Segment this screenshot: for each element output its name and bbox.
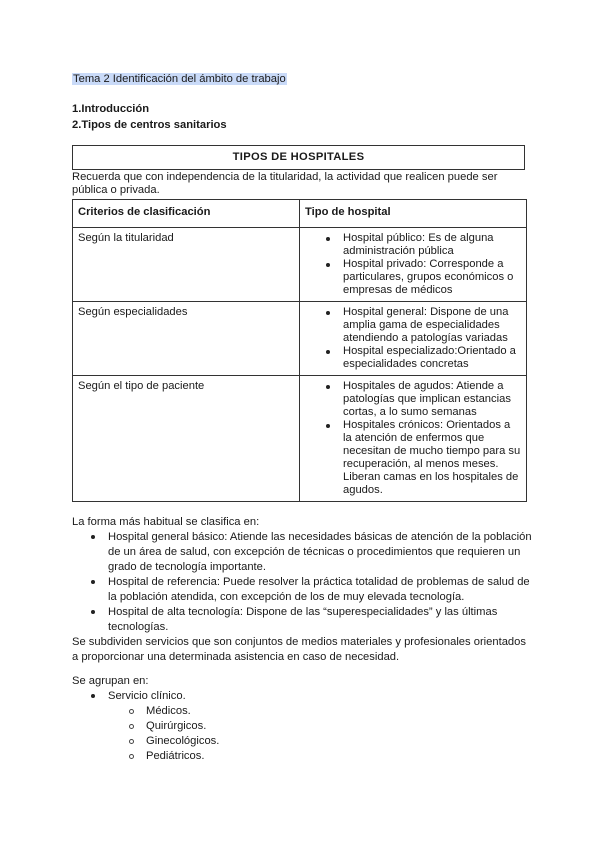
criterion-cell: Según el tipo de paciente: [73, 376, 300, 502]
list-item: Hospital privado: Corresponde a particulares, grupos económicos o empresas de médicos: [343, 258, 521, 297]
list-item: Hospitales crónicos: Orientados a la atención de enfermos que necesitan de mucho tiempo para su recuperación, al menos meses. Liberan camas en los hospitales de agudos.: [343, 419, 521, 496]
intro-paragraph: Recuerda que con independencia de la titularidad, la actividad que realicen puede ser pública o privada.: [72, 171, 498, 196]
list-item: Hospital público: Es de alguna administración pública: [343, 232, 521, 258]
types-list: [305, 232, 521, 297]
sub-list-item: Pediátricos.: [146, 749, 219, 764]
groups-list: [72, 689, 219, 704]
list-item: Hospital de alta tecnología: Dispone de las “superespecialidades” y las últimas tecnologías.: [108, 605, 532, 635]
classification-list: [72, 530, 532, 635]
types-list: [305, 306, 521, 371]
header-criteria: Criterios de clasificación: [73, 200, 300, 228]
types-cell: [300, 302, 527, 376]
table-row: [73, 302, 527, 376]
section-title-box: TIPOS DE HOSPITALES: [72, 145, 525, 170]
document-title: [72, 72, 287, 86]
outline-item-2: 2.Tipos de centros sanitarios: [72, 119, 227, 131]
list-item: Hospital especializado:Orientado a especialidades concretas: [343, 345, 521, 371]
title-highlight[interactable]: Tema 2 Identificación del ámbito de trabajo: [73, 73, 286, 85]
subdivision-paragraph: Se subdividen servicios que son conjuntos de medios materiales y profesionales orientados a proporcionar una determinada asistencia en caso de necesidad.: [72, 636, 526, 663]
outline-item-1: 1.Introducción: [72, 103, 150, 115]
types-cell: [300, 228, 527, 302]
subgroups-list: [108, 704, 219, 764]
list-item: Hospitales de agudos: Atiende a patologías que implican estancias cortas, a lo sumo semanas: [343, 380, 521, 419]
hospital-types-table: [72, 199, 527, 502]
groups-lead: Se agrupan en:: [72, 675, 149, 687]
table-row: [73, 228, 527, 302]
list-item: [108, 689, 219, 704]
types-cell: [300, 376, 527, 502]
types-list: [305, 380, 521, 497]
table-header-row: [73, 200, 527, 228]
list-item: Hospital general: Dispone de una amplia gama de especialidades atendiendo a patologías variadas: [343, 306, 521, 345]
list-item: Hospital de referencia: Puede resolver la práctica totalidad de problemas de salud de la población atendida, con excepción de los de muy elevada tecnología.: [108, 575, 532, 605]
sub-list-item: Médicos.: [146, 704, 219, 719]
criterion-cell: Según especialidades: [73, 302, 300, 376]
sub-list-item: Quirúrgicos.: [146, 719, 219, 734]
table-row: [73, 376, 527, 502]
outline: [72, 101, 227, 133]
sub-list-item: Ginecológicos.: [146, 735, 220, 747]
header-type: Tipo de hospital: [300, 200, 527, 228]
list-item: Hospital general básico: Atiende las necesidades básicas de atención de la población de un área de salud, con excepción de técnicas o procedimientos que requieren un grado de tecnología importante.: [108, 531, 532, 573]
criterion-cell: Según la titularidad: [73, 228, 300, 302]
groups-section: [72, 674, 219, 764]
group-label: Servicio clínico.: [108, 690, 186, 702]
classification-section: [72, 515, 532, 665]
classification-lead: La forma más habitual se clasifica en:: [72, 516, 260, 528]
